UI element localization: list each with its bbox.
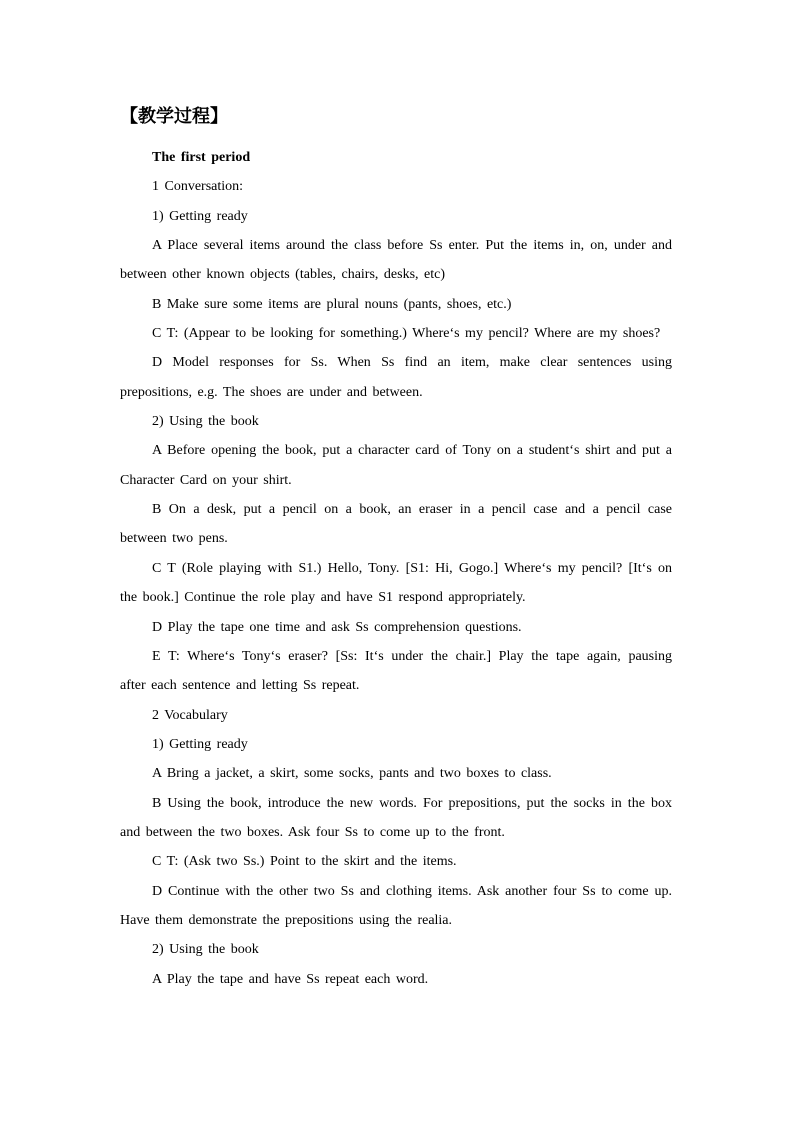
step-paragraph: B Make sure some items are plural nouns (pants, shoes, etc.) xyxy=(152,296,512,312)
step-paragraph: A Place several items around the class before Ss enter. Put the items in, on, under and between other known objects (tables, chairs, desks, etc) xyxy=(120,238,672,283)
step-paragraph: D Continue with the other two Ss and clothing items. Ask another four Ss to come up. Have them demonstrate the prepositions using the realia. xyxy=(120,883,672,928)
step-paragraph: A Bring a jacket, a skirt, some socks, pants and two boxes to class. xyxy=(152,766,552,782)
section-conversation: 1 Conversation: xyxy=(152,179,244,195)
subsection-getting-ready: 1) Getting ready xyxy=(152,208,248,224)
subsection-using-book: 2) Using the book xyxy=(152,942,259,958)
step-paragraph: C T (Role playing with S1.) Hello, Tony. [S1: Hi, Gogo.] Where‘s my pencil? [It‘s on the book.] Continue the role play and have S1 respond appropriately. xyxy=(120,560,672,606)
step-paragraph: C T: (Ask two Ss.) Point to the skirt and the items. xyxy=(152,854,457,870)
subsection-getting-ready: 1) Getting ready xyxy=(152,736,248,752)
lesson-body xyxy=(120,143,672,994)
subsection-using-book: 2) Using the book xyxy=(152,414,259,430)
step-paragraph: A Play the tape and have Ss repeat each word. xyxy=(152,971,429,987)
step-paragraph: B Using the book, introduce the new words. For prepositions, put the socks in the box and between the two boxes. Ask four Ss to come up to the front. xyxy=(120,795,672,840)
section-heading: 【教学过程】 xyxy=(120,106,228,127)
step-paragraph: B On a desk, put a pencil on a book, an eraser in a pencil case and a pencil case between two pens. xyxy=(120,502,672,547)
step-paragraph: D Model responses for Ss. When Ss find an item, make clear sentences using prepositions, e.g. The shoes are under and between. xyxy=(120,355,672,400)
step-paragraph: D Play the tape one time and ask Ss comprehension questions. xyxy=(152,619,522,635)
step-paragraph: E T: Where‘s Tony‘s eraser? [Ss: It‘s under the chair.] Play the tape again, pausing after each sentence and letting Ss repeat. xyxy=(120,648,672,694)
step-paragraph: A Before opening the book, put a character card of Tony on a student‘s shirt and put a Character Card on your shirt. xyxy=(120,443,672,488)
period-title: The first period xyxy=(152,150,251,165)
step-paragraph: C T: (Appear to be looking for something.) Where‘s my pencil? Where are my shoes? xyxy=(152,326,661,342)
section-vocabulary: 2 Vocabulary xyxy=(152,707,228,723)
